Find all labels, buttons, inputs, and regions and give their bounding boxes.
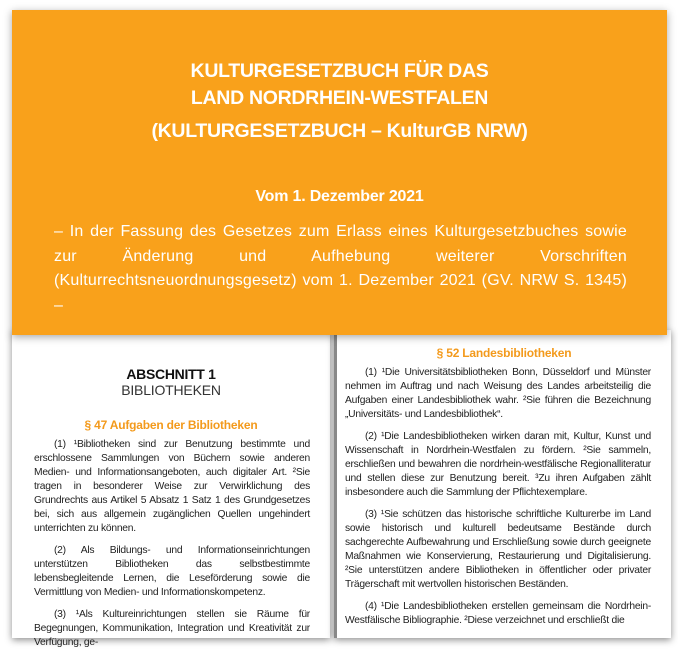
title-line: LAND NORDRHEIN-WESTFALEN [190,87,489,109]
paragraph-heading: § 52 Landesbibliotheken [436,346,572,360]
paragraph-text: (2) ¹Die Landesbibliotheken wirken daran mit, Kultur, Kunst und Wissenschaft in Nordrhein-Westfalen zu fördern. ²Sie sammeln, erschließen und bewahren die nordrhein-westfälische Regionalliteratur und stellen diese zur Benutzung bereit. ³Zu ihren Aufgaben zählt insbesondere auch die Sammlung der Pflichtexemplare. [345,431,651,498]
section-heading: ABSCHNITT 1 [126,366,216,382]
title-line: KULTURGESETZBUCH FÜR DAS [190,60,489,82]
document-date: Vom 1. Dezember 2021 [255,188,424,205]
paragraph-text: (4) ¹Die Landesbibliotheken erstellen gemeinsam die Nordrhein-Westfälische Bibliographie. ²Diese verzeichnet und erschließt die [345,601,651,626]
title-line: (KULTURGESETZBUCH – KulturGB NRW) [151,120,528,142]
title-banner [12,10,667,335]
paragraph-heading: § 47 Aufgaben der Bibliotheken [84,418,258,432]
paragraph-text: (2) Als Bildungs- und Informationseinrichtungen unterstützen Bibliotheken das selbstbestimmte lebensbegleitende Lernen, die Leseförderung sowie die Vermittlung von Medien- und Informationskompetenz. [34,545,310,598]
section-title: BIBLIOTHEKEN [121,382,221,398]
version-note: – In der Fassung des Gesetzes zum Erlass eines Kulturgesetzbuches sowie zur Änderung und Aufhebung weiterer Vorschriften (Kulturrechtsneuordnungsgesetz) vom 1. Dezember 2021 (GV. NRW S. 1345) – [54,223,627,314]
paragraph-text: (3) ¹Als Kultureinrichtungen stellen sie Räume für Begegnungen, Kommunikation, Integration und Kreativität zur Verfügung, ge- [34,609,310,648]
paragraph-text: (1) ¹Die Universitätsbibliotheken Bonn, Düsseldorf und Münster nehmen im Auftrag und nach Weisung des Landes arbeitsteilig die Aufgaben einer Landesbibliothek wahr. ²Sie führen die Bezeichnung „Universitäts- und Landesbibliothek“. [345,367,651,420]
paragraph-text: (3) ¹Sie schützen das historische schriftliche Kulturerbe im Land sowie historisch und kulturell bedeutsame Bestände durch sachgerechte Aufbewahrung und Erschließung sowie durch geeignete Maßnahmen wie Konservierung, Restaurierung und Digitalisierung. ²Sie unterstützen andere Bibliotheken in öffentlicher oder privater Trägerschaft mit wertvollen historischen Beständen. [345,509,651,590]
document-title [12,58,667,145]
left-page [12,330,330,648]
paragraph-text: (1) ¹Bibliotheken sind zur Benutzung bestimmte und erschlossene Sammlungen von Büchern sowie anderen Medien- und Informationsangeboten, auch digitaler Art. ²Sie tragen in besonderer Weise zur Verwirklichung des Grundrechts aus Artikel 5 Absatz 1 Satz 1 des Grundgesetzes bei, sich aus allgemein zugänglichen Quellen ungehindert unterrichten zu können. [34,439,310,534]
right-page [334,330,671,638]
